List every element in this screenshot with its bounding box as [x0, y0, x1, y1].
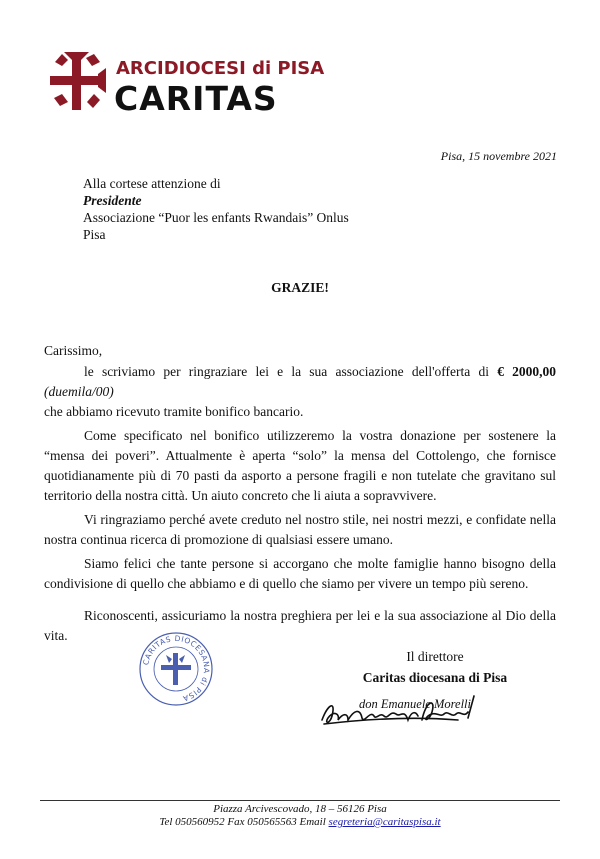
caritas-stamp: [138, 631, 214, 707]
caritas-logo: [50, 44, 325, 118]
letter-subject: GRAZIE!: [271, 280, 329, 295]
signatory-organization: Caritas diocesana di Pisa: [362, 670, 508, 685]
paragraph-1: [44, 362, 556, 402]
p1-end: che abbiamo ricevuto tramite bonifico bancario.: [44, 404, 304, 419]
p1-start: le scriviamo per ringraziare lei e la sua associazione dell'offerta di: [84, 364, 489, 379]
greeting: Carissimo,: [44, 343, 103, 358]
recipient-block: [83, 175, 349, 243]
handwritten-signature: [318, 690, 488, 734]
recipient-city: Pisa: [83, 227, 106, 242]
letterhead-line2: CARITAS: [114, 79, 278, 118]
paragraph-3: Vi ringraziamo perché avete creduto nel nostro stile, nei nostri mezzi, e confidate nella nostra continua ricerca di promozione di qualsiasi essere umano.: [44, 512, 556, 547]
letter-body: [44, 341, 556, 646]
donation-amount-words: (duemila/00): [44, 384, 114, 399]
donation-amount: € 2000,00: [497, 364, 557, 379]
footer: [0, 803, 600, 829]
closing-paragraph: Riconoscenti, assicuriamo la nostra preghiera per lei e la sua associazione al Dio della vita.: [44, 608, 556, 643]
paragraph-2: Come specificato nel bonifico utilizzeremo la vostra donazione per sostenere la “mensa dei poveri”. Attualmente è aperta “solo” la mensa del Cottolengo, che fornisce quotidianamente più di 70 pasti da asporto a persone fragili e non tutelate che gravitano sul territorio della nostra città. Un aiuto concreto che li aiuta a sopravvivere.: [44, 428, 556, 503]
stamp-text: CARITAS DIOCESANA di PISA: [141, 633, 212, 704]
signatory-name: don Emanuele Morelli: [358, 697, 471, 711]
letter-date: Pisa, 15 novembre 2021: [440, 149, 557, 163]
paragraph-4: Siamo felici che tante persone si accorgano che molte famiglie hanno bisogno della condivisione di quello che abbiamo e di quello che siamo per vivere un tempo più sereno.: [44, 556, 556, 591]
footer-divider: [40, 800, 560, 801]
recipient-association: Associazione “Puor les enfants Rwandais” Onlus: [83, 210, 349, 225]
caritas-cross-icon: [50, 52, 106, 110]
footer-email-link[interactable]: segreteria@caritaspisa.it: [328, 816, 441, 828]
signatory-role: Il direttore: [406, 649, 464, 664]
recipient-line1: Alla cortese attenzione di: [83, 176, 221, 191]
footer-phone-fax: Tel 050560952 Fax 050565563 Email: [159, 816, 326, 828]
letterhead-line1: ARCIDIOCESI di PISA: [116, 58, 325, 79]
stamp-cross-icon: [161, 653, 191, 685]
footer-contacts: [0, 816, 600, 829]
recipient-title: Presidente: [83, 193, 142, 208]
footer-address: Piazza Arcivescovado, 18 – 56126 Pisa: [213, 803, 387, 815]
